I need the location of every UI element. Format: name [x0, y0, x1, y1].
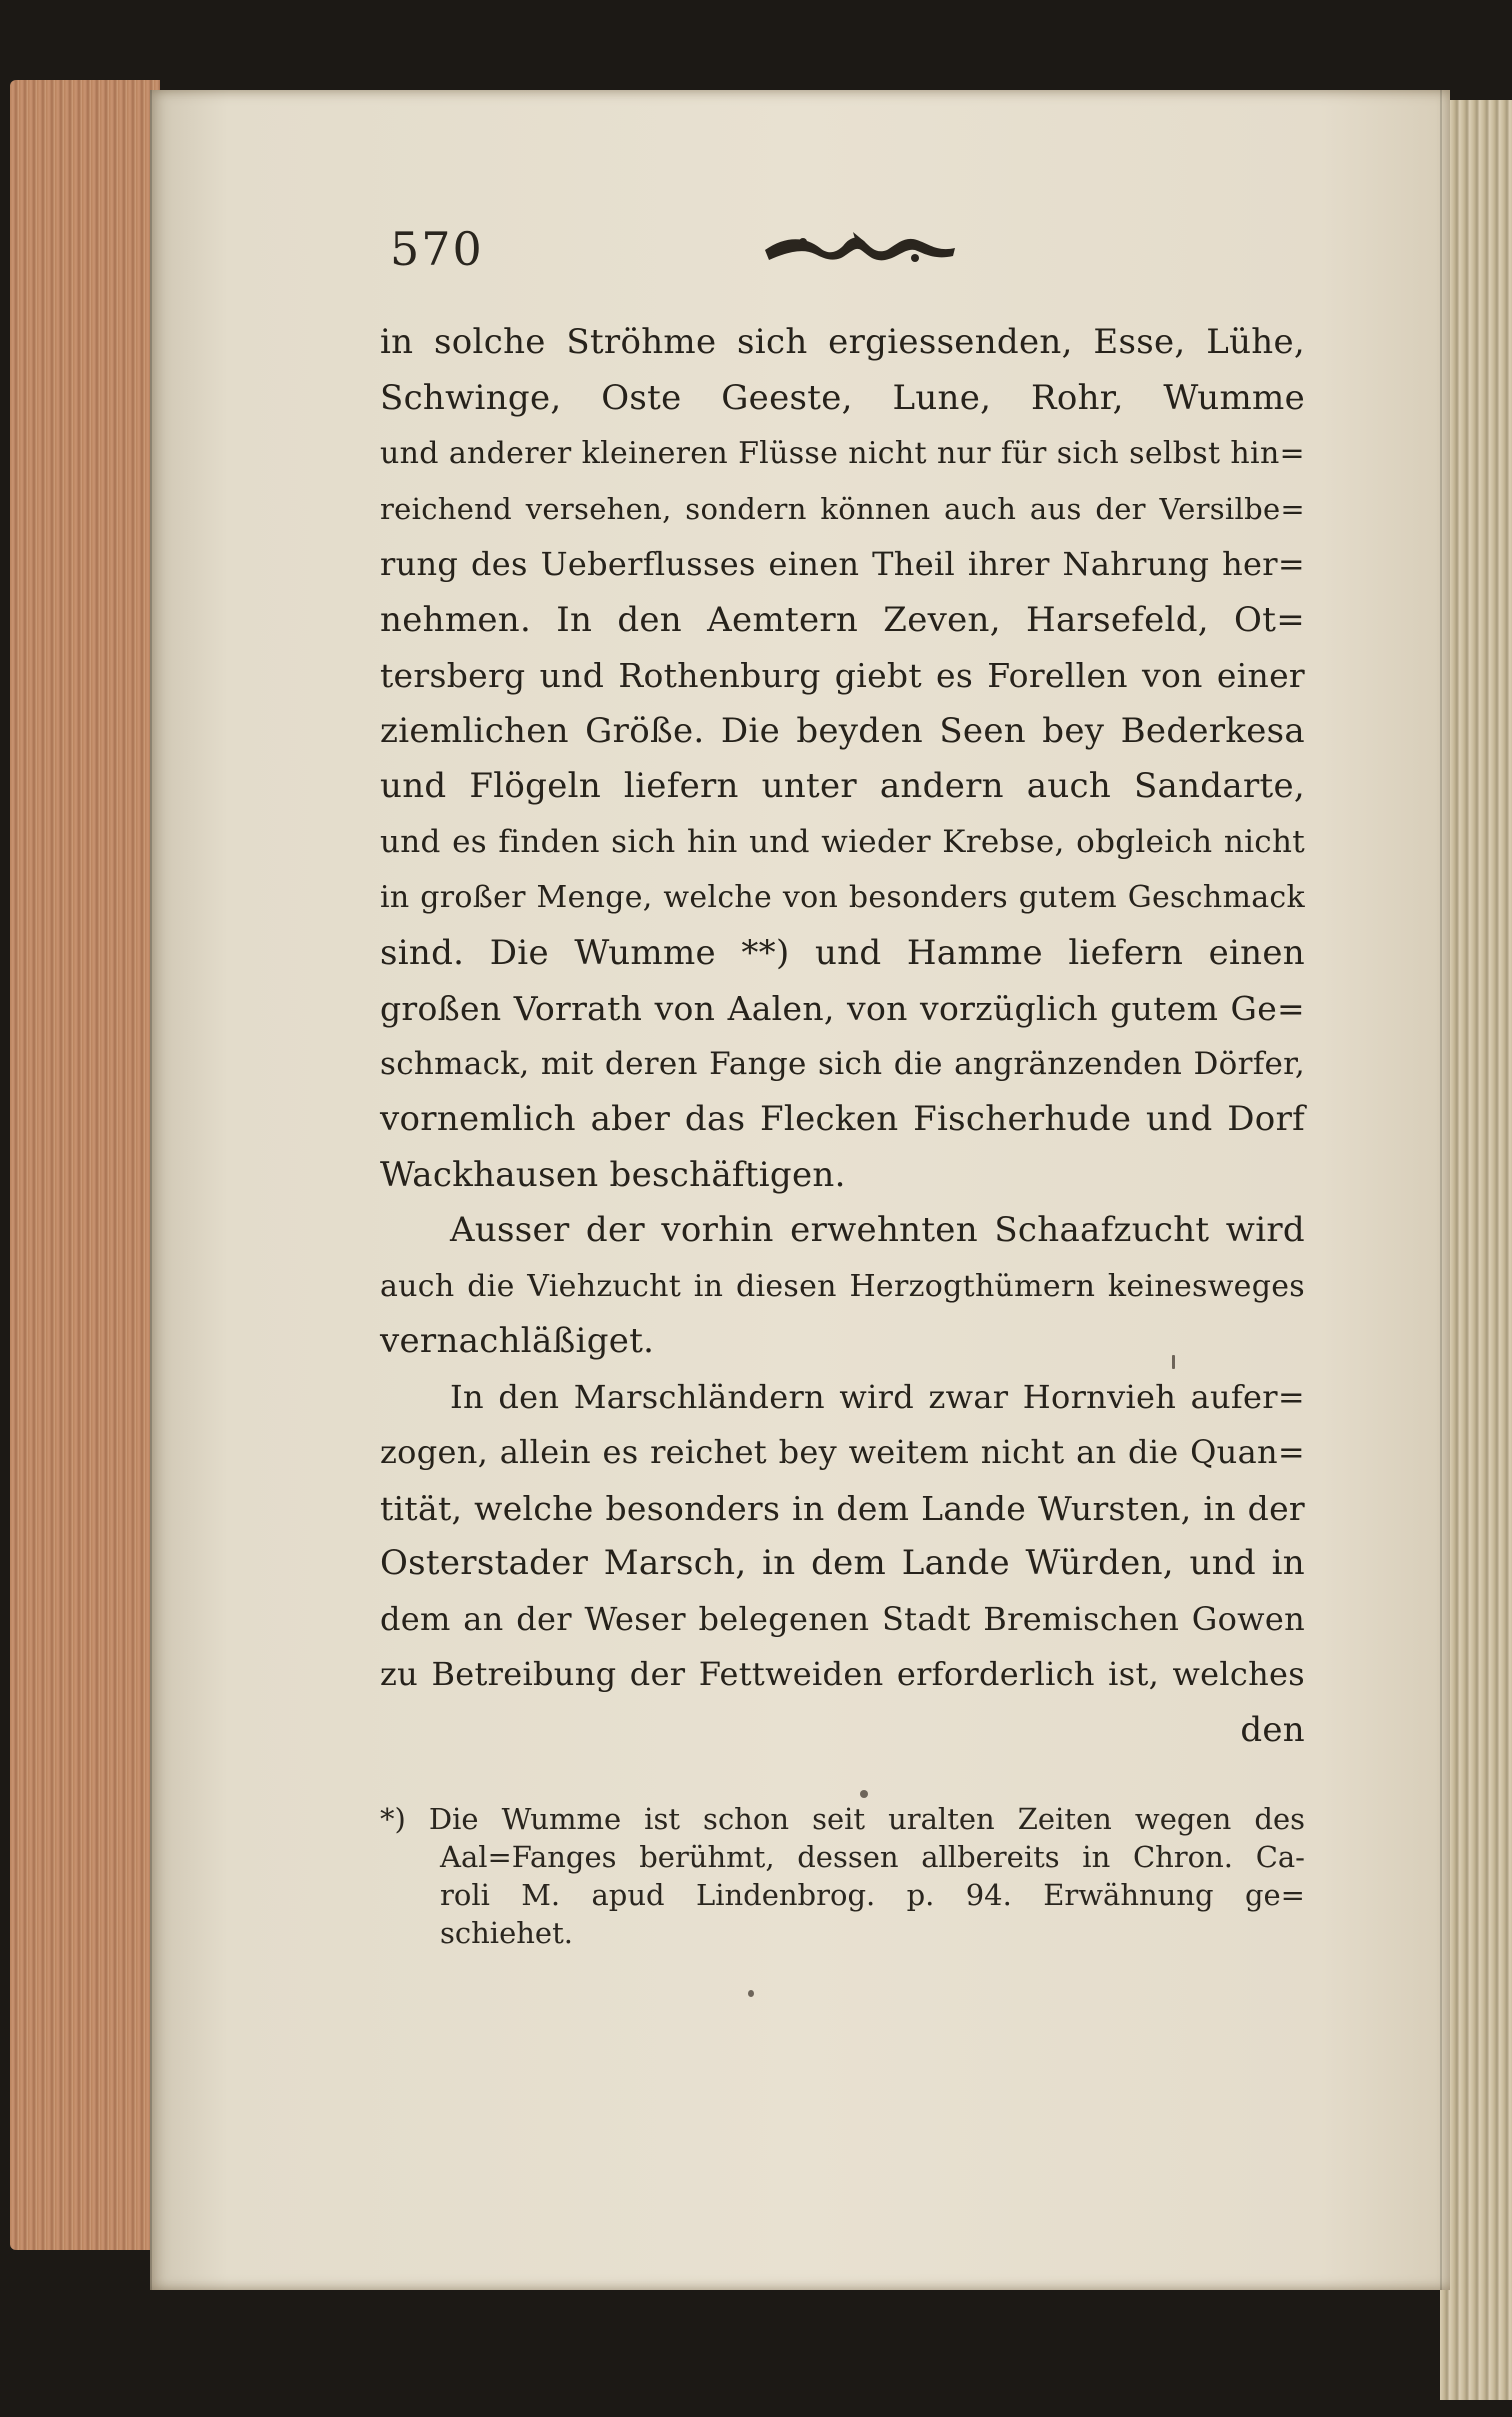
- page-header: [390, 222, 1320, 282]
- right-page-edges: [1440, 100, 1512, 2400]
- text-line: dem an der Weser belegenen Stadt Bremischen Gowen: [380, 1599, 1305, 1638]
- text-line: Osterstader Marsch, in dem Lande Würden, und in: [380, 1543, 1305, 1583]
- text-line: in solche Ströhme sich ergiessenden, Esse, Lühe,: [380, 322, 1305, 362]
- paper-speck: [748, 1990, 754, 1997]
- paper-speck: [1172, 1355, 1175, 1369]
- ornament-flourish-icon: [765, 228, 955, 272]
- gutter-shadow: [150, 90, 152, 2290]
- footnote-line: Aal=Fanges berühmt, dessen allbereits in Chron. Ca-: [440, 1840, 1305, 1874]
- text-line: rung des Ueberflusses einen Theil ihrer Nahrung her=: [380, 545, 1305, 583]
- text-line: nehmen. In den Aemtern Zeven, Harsefeld, Ot=: [380, 599, 1305, 640]
- text-line: tersberg und Rothenburg giebt es Forellen von einer: [380, 656, 1305, 695]
- text-line: sind. Die Wumme **) und Hamme liefern einen: [380, 932, 1305, 973]
- text-line: tität, welche besonders in dem Lande Wursten, in der: [380, 1488, 1305, 1528]
- left-page-edges: [10, 80, 160, 2250]
- page-number: 570: [390, 222, 484, 276]
- page-edge-line: [1440, 90, 1442, 2290]
- text-line: in großer Menge, welche von besonders gutem Geschmack: [380, 880, 1305, 915]
- paragraph-start-line: In den Marschländern wird zwar Hornvieh aufer=: [450, 1377, 1305, 1416]
- text-line: zogen, allein es reichet bey weitem nicht an die Quan=: [380, 1433, 1305, 1471]
- text-line: vernachläßiget.: [380, 1321, 655, 1361]
- text-line: und Flögeln liefern unter andern auch Sandarte,: [380, 766, 1305, 806]
- text-line: vornemlich aber das Flecken Fischerhude und Dorf: [380, 1099, 1305, 1139]
- footnote-line: roli M. apud Lindenbrog. p. 94. Erwähnung ge=: [440, 1878, 1305, 1912]
- footnote-block: [380, 1800, 1305, 1952]
- catchword: den: [1240, 1709, 1305, 1750]
- text-line: ziemlichen Größe. Die beyden Seen bey Bederkesa: [380, 710, 1305, 751]
- text-line: großen Vorrath von Aalen, von vorzüglich gutem Ge=: [380, 989, 1305, 1028]
- text-line: und anderer kleineren Flüsse nicht nur für sich selbst hin=: [380, 436, 1305, 471]
- text-line: schmack, mit deren Fange sich die angränzenden Dörfer,: [380, 1045, 1305, 1082]
- text-line: Schwinge, Oste Geeste, Lune, Rohr, Wumme: [380, 377, 1305, 418]
- footnote-line: schiehet.: [440, 1916, 573, 1950]
- text-line: zu Betreibung der Fettweiden erforderlich ist, welches: [380, 1655, 1305, 1693]
- footnote-line: *) Die Wumme ist schon seit uralten Zeiten wegen des: [380, 1802, 1305, 1836]
- text-line: Wackhausen beschäftigen.: [380, 1154, 846, 1195]
- main-text-block: [380, 315, 1305, 1758]
- text-line: reichend versehen, sondern können auch aus der Versilbe=: [380, 491, 1305, 526]
- text-line: auch die Viehzucht in diesen Herzogthümern keinesweges: [380, 1268, 1305, 1304]
- paragraph-start-line: Ausser der vorhin erwehnten Schaafzucht wird: [450, 1210, 1305, 1250]
- paper-speck: [860, 1790, 868, 1798]
- text-line: und es finden sich hin und wieder Krebse, obgleich nicht: [380, 823, 1305, 860]
